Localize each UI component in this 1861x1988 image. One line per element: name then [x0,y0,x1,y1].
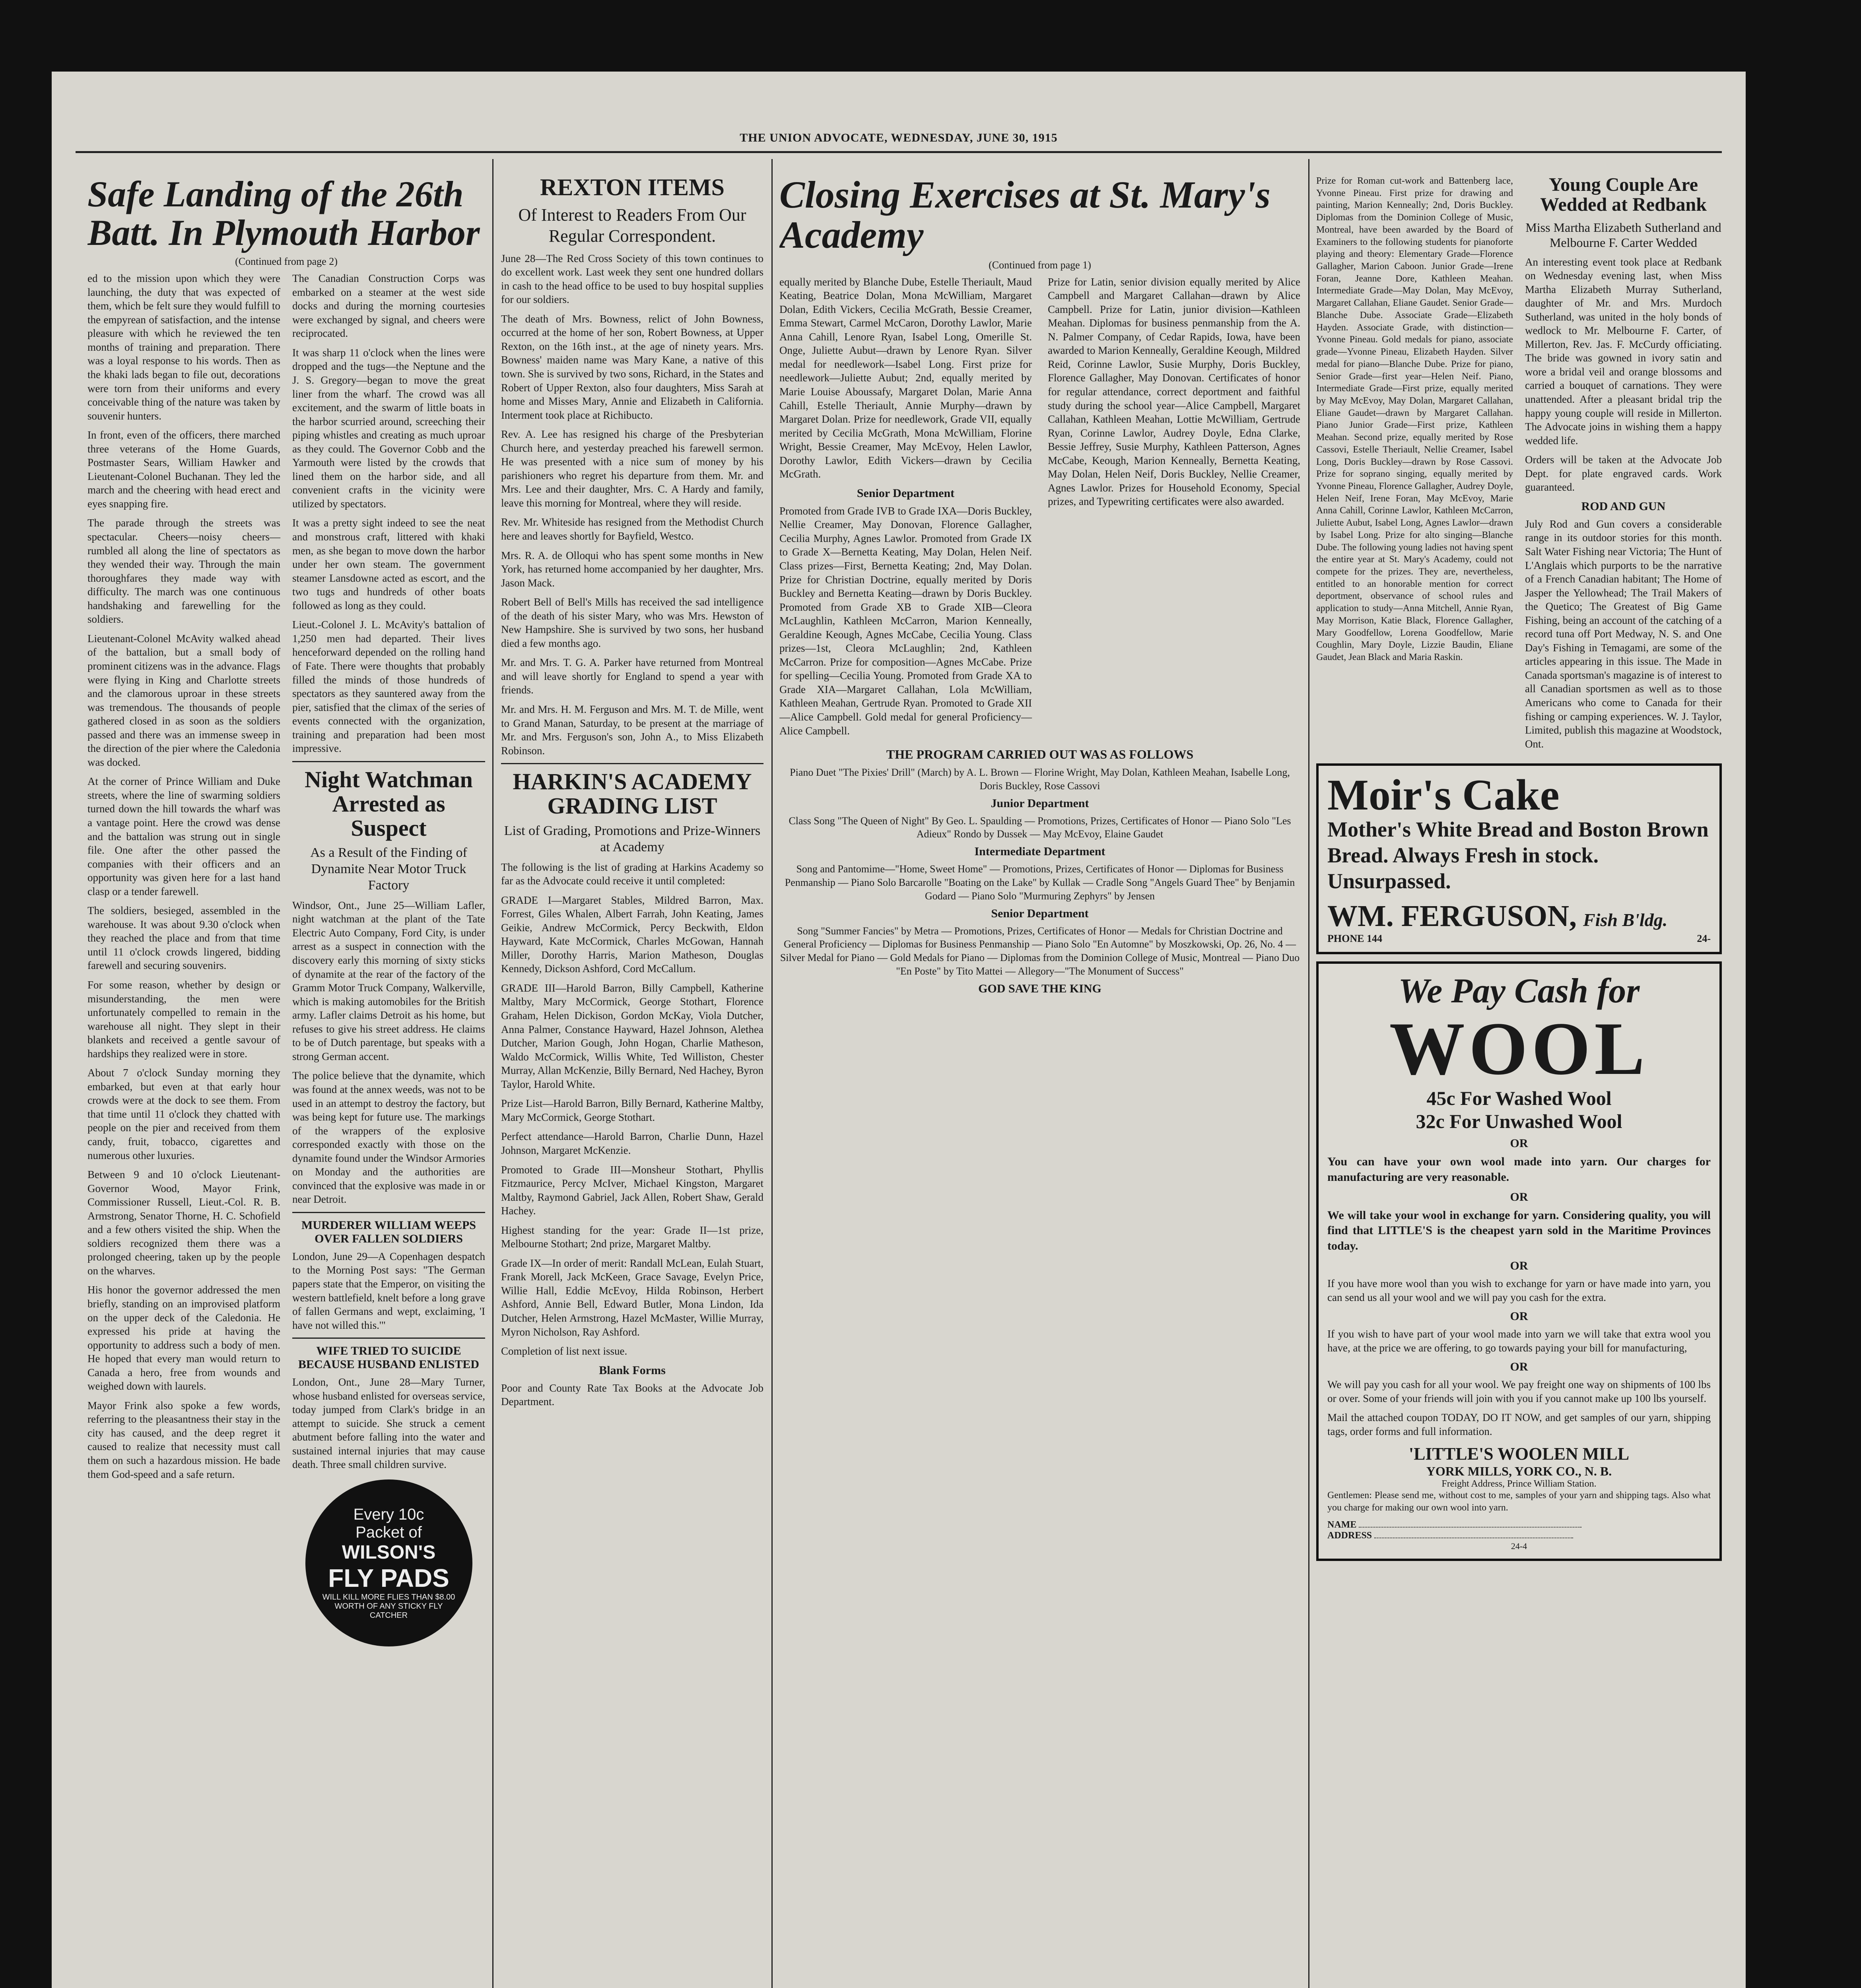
headline-wife-suicide: WIFE TRIED TO SUICIDE BECAUSE HUSBAND ENLISTED [298,1344,480,1371]
coupon-name-label: NAME [1327,1519,1357,1530]
headline-rod-and-gun: ROD AND GUN [1581,499,1666,513]
paragraph: London, June 29—A Copenhagen despatch to the Morning Post says: "The German papers state that the Emperor, on visiting the western battlefield, knelt before a long grave of fallen Germans and wept, exclaiming, 'I have not willed this.'" [292,1250,485,1331]
paragraph: Mr. and Mrs. H. M. Ferguson and Mrs. M. T. de Mille, went to Grand Manan, Saturday, to be present at the marriage of Mr. and Mrs. Ferguson's son, John A., to Miss Elizabeth Robinson. [501,703,763,757]
paragraph: Promoted to Grade III—Monsheur Stothart, Phyllis Fitzmaurice, Percy McIver, Michael Kingston, Margaret Maltby, Raymond Gabriel, Jack Allen, Robert Shaw, Gerald Hachey. [501,1163,763,1217]
paragraph: Mrs. R. A. de Olloqui who has spent some months in New York, has returned home accompanied by her daughter, Mrs. Jason Mack. [501,549,763,589]
or-divider: OR [1510,1137,1528,1150]
program-title: THE PROGRAM CARRIED OUT WAS AS FOLLOWS [886,747,1194,762]
paragraph: The Canadian Construction Corps was embarked on a steamer at the west side docks and during the morning courtesies were exchanged by signal, and cheers were reciprocated. [292,272,485,340]
deck-rexton: Of Interest to Readers From Our Regular Correspondent. [518,205,746,246]
column-rule-3 [1308,159,1309,1988]
paragraph: The following is the list of grading at Harkins Academy so far as the Advocate could receive it until completed: [501,861,763,887]
ad-name: WM. FERGUSON, [1327,899,1577,933]
paragraph: The soldiers, besieged, assembled in the warehouse. It was about 9.30 o'clock when they reached the place and from that time until 11 o'clock crowds lingered, bidding farewell and securing souvenirs. [87,905,280,972]
paragraph: His honor the governor addressed the men briefly, standing on an improvised platform on the upper deck of the Caledonia. He expressed his pride at having the opportunity to address such a body of men. He hoped that every man would return to Canada a hero, free from wounds and weighed down with laurels. [87,1284,280,1392]
deck-harkins: List of Grading, Promotions and Prize-Winners at Academy [504,823,761,854]
moirs-cake-ad [1316,763,1722,954]
paragraph: At the corner of Prince William and Duke streets, where the line of swarming soldiers turned down the hill towards the wharf was a vantage point. Here the crowd was dense and the battalion was strung out in single file. One after the other passed the companies with their officers and an opportunity was given here for a last hand clasp or a tender farewell. [87,775,280,897]
price-unwashed: 32c For Unwashed Wool [1416,1110,1622,1133]
or-divider: OR [1510,1190,1528,1204]
paragraph: Poor and County Rate Tax Books at the Advocate Job Department. [501,1382,763,1408]
continued-note: (Continued from page 2) [235,256,338,268]
headline-night-watchman: Night Watchman Arrested as Suspect [305,766,473,841]
ad-address: Fish B'ldg. [1583,909,1668,930]
wool-ad [1316,961,1722,1561]
top-rule [76,151,1722,153]
ad-code: 24- [1697,933,1711,945]
headline-young-couple: Young Couple Are Wedded at Redbank [1540,175,1707,215]
wedding-column [1525,175,1722,756]
paragraph: Rev. Mr. Whiteside has resigned from the Methodist Church here and leaves shortly for Bayfield, Westco. [501,516,763,542]
paragraph: Completion of list next issue. [501,1345,627,1357]
column-rule-2 [771,159,773,1988]
section-heading: Senior Department [857,486,955,500]
paragraph: equally merited by Blanche Dube, Estelle Theriault, Maud Keating, Beatrice Dolan, Mona McWilliam, Margaret Dolan, Edith Vickers, Cecilia McGrath, Bessie Creamer, Emma Stewart, Carmel McCaron, Dorothy Lawlor, Marie Anna Cahill, Lenore Ryan, Isabel Long, Omerille St. Onge, Juliette Aubut—drawn by Lenore Ryan. Silver medal for needlework—Isabel Long. First prize for needlework—Juliette Aubut; 2nd, equally merited by Marie Louise Aboussafy, Margaret Dolan, Marie Anna Cahill, Estelle Theriault, Annie Murphy—drawn by Margaret Dolan. Prize for needlework, Grade VII, equally merited by Cecilia McGrath, Mona McWilliam, Florine Wright, Bessie Creamer, May McEvoy, Helen Lawlor, Dorothy Lawlor, Edith Vickers—drawn by Cecilia McGrath. [779,276,1032,480]
coupon-name-field[interactable] [1359,1527,1581,1528]
flypads-line: Packet of [355,1523,422,1541]
freight-address: Freight Address, Prince William Station. [1441,1479,1597,1489]
section-heading: Junior Department [991,796,1089,810]
paragraph: GRADE I—Margaret Stables, Mildred Barron, Max. Forrest, Giles Whalen, Albert Farrah, John Keating, James Geikie, Andrew McCormick, Percy Beckwith, Eldon Hayward, Kate McCormick, Charles McGowan, Hannah Miller, Dorothy Harris, Marion Matheson, Douglas Kennedy, Dickson Ashford, Cord McCallum. [501,894,763,975]
paragraph: Robert Bell of Bell's Mills has received the sad intelligence of the death of his sister Mary, who was Mrs. Hewston of New Hampshire. She is survived by two sons, her husband died a few months ago. [501,596,763,649]
ad-code: 24-4 [1511,1541,1527,1551]
paragraph: Between 9 and 10 o'clock Lieutenant-Governor Wood, Mayor Frink, Commissioner Russell, Lieut.-Col. R. B. Armstrong, Senator Thorne, H. C. Schofield and a few others visited the ship. When the soldiers recognized them there was a prolonged cheering, taken up by the people on the wharves. [87,1169,280,1277]
paragraph: Mail the attached coupon TODAY, DO IT NOW, and get samples of our yarn, shipping tags, order forms and full information. [1327,1411,1711,1437]
paragraph: If you have more wool than you wish to exchange for yarn or have made into yarn, you can send us all your wool and we will pay you cash for the extra. [1327,1277,1711,1303]
paragraph: Prize for Latin, senior division equally merited by Alice Campbell and Margaret Callahan—drawn by Alice Campbell. Prize for Latin, junior division—Kathleen Meahan. Diplomas for business penmanship from the A. N. Palmer Company, of Cedar Rapids, Iowa, have been awarded to Marion Kenneally, Geraldine Keough, Mildred Reid, Corinne Lawlor, Susie Murphy, Doris Buckley, Florence Gallagher, May Donovan. Certificates of honor for regular attendance, correct deportment and faithful study during the school year—Alice Campbell, Margaret Callahan, Kathleen Meahan, Lottie McWilliam, Gertrude Ryan, Corinne Lawlor, Audrey Doyle, Edna Clarke, Bessie Jeffrey, Susie Murphy, Kathleen Patterson, Agnes McCabe, Keough, Marion Kenneally, Bernetta Keating, May Dolan, Helen Neif, Doris Buckley, Nellie Creamer, Agnes Lawlor. Prizes for Household Economy, Special prizes, and Typewriting certificates were also awarded. [1048,276,1300,508]
paragraph: The parade through the streets was spectacular. Cheers—noisy cheers—rumbled all along the line of spectators as they wended their way. Through the main thoroughfares they made way with difficulty. The march was one continuous handshaking and farewelling for the soldiers. [87,517,280,625]
paragraph: Windsor, Ont., June 25—William Lafler, night watchman at the plant of the Tate Electric Auto Company, Ford City, is under arrest as a suspect in connection with the discovery early this morning of sixty sticks of dynamite at the rear of the factory of the Gramm Motor Truck Company, Walkerville, which is making automobiles for the British army. Lafler claims Detroit as his home, but refuses to give his street address. He claims to be of Dutch parentage, but speaks with a strong German accent. [292,899,485,1062]
paragraph: It was sharp 11 o'clock when the lines were dropped and the tugs—the Neptune and the J. S. Gregory—began to move the great liner from the wharf. The crowd was all excitement, and the swarm of little boats in the harbor scurried around, screeching their piping whistles and creating as much uproar as they could. The Governor Cobb and the Yarmouth were listed by the crowds that lined them on the harbor side, and all convenient crafts in the vicinity were utilized by spectators. [292,346,485,510]
flypads-line: WILL KILL MORE FLIES THAN $8.00 WORTH OF ANY STICKY FLY CATCHER [322,1592,455,1620]
or-divider: OR [1510,1360,1528,1374]
column-1 [87,175,485,1988]
paragraph: Rev. A. Lee has resigned his charge of the Presbyterian Church here, and yesterday preached his farewell sermon. He was presented with a nice sum of money by his parishioners who regret his departure from them. Mr. and Mrs. Lee and their daughter, Mrs. C. A Hardy and family, leave this morning for Montreal, where they will reside. [501,428,763,509]
paragraph: For some reason, whether by design or misunderstanding, the men were unfortunately compelled to remain in the warehouse all night. They slept in their blankets and received a gentle savour of hardships they realized were in store. [87,978,280,1060]
paragraph: We will pay you cash for all your wool. We pay freight one way on shipments of 100 lbs or over. Some of your friends will join with you if you cannot make up 100 lbs yourself. [1327,1378,1711,1404]
paragraph: Prize for Roman cut-work and Battenberg lace, Yvonne Pineau. First prize for drawing and painting, Marion Kenneally; 2nd, Doris Buckley. Diplomas from the Dominion College of Music, Montreal, have been awarded by the Board of Examiners to the following students for pianoforte playing and theory: Elementary Grade—Florence Gallagher, Marion Caboon. Junior Grade—Irene Foran, Jeanne Dore, Kathleen Meahan. Intermediate Grade—May Dolan, May McEvoy, Margaret Callahan, Eliane Gaudet. Senior Grade—Blanche Dube. Associate Grade—Elizabeth Hayden. Associate Grade, with distinction—Yvonne Pineau. Gold medals for piano, associate grade—Yvonne Pineau, Elizabeth Hayden. Silver medal for piano—Blanche Dube. Prize for piano, Senior Grade—first year—Helen Neif. Piano, Intermediate Grade—First prize, equally merited by May McEvoy, May Dolan, Margaret Callahan, Eliane Gaudet—drawn by Margaret Callahan. Piano Junior Grade—First prize, Kathleen Meahan. Second prize, equally merited by Rose Cassovi, Estelle Theriault, Nellie Creamer, Isabel Long, Doris Buckley—drawn by Rose Cassovi. Prize for soprano singing, equally merited by Yvonne Pineau, Florence Gallagher, Audrey Doyle, Helen Neif, Irene Foran, May McEvoy, Marie Anna Cahill, Corinne Lawlor, Kathleen McCarron, Juliette Aubut, Isabel Long, Agnes Lawlor—drawn by Isabel Long. Prize for alto singing—Blanche Dube. The following young ladies not having spent the entire year at St. Mary's Academy, could not compete for the prizes. They are, nevertheless, entitled to an honorable mention for correct deportment, observance of school rules and application to study—Anna Mitchell, Annie Ryan, May Morrison, Katie Black, Florence Gallagher, Mary Goodfellow, Lorena Goodfellow, Marie Coughlin, Mary Doyle, Lizzie Baudin, Eliane Gaudet, Jean Black and Maria Raskin. [1316,176,1513,663]
paragraph: In front, even of the officers, there marched three veterans of the Home Guards, Postmaster Sears, William Hawker and Lieutenant-Colonel Buchanan. They led the march and the cheering with head erect and eyes snapping fire. [87,429,280,510]
ad-phone: PHONE 144 [1327,933,1382,945]
paragraph: Mayor Frink also spoke a few words, referring to the pleasantness their stay in the city has caused, and the deep regret it caused to realize that necessity must call them on such a hazardous mission. He bade them God-speed and a safe return. [87,1399,280,1480]
god-save-the-king: GOD SAVE THE KING [978,982,1101,995]
or-divider: OR [1510,1310,1528,1323]
paragraph: Lieutenant-Colonel McAvity walked ahead of the battalion, but a small body of prominent citizens was in the advance. Flags were flying in King and Charlotte streets and the clamorous uproar in these streets was tremendous. The thousands of people gathered closed in as soon as the soldiers passed and there was an immense sweep in the direction of the pier where the Caledonia was docked. [87,632,280,768]
deck-night-watchman: As a Result of the Finding of Dynamite Near Motor Truck Factory [310,845,467,893]
program-item: Song and Pantomime—"Home, Sweet Home" — Promotions, Prizes, Certificates of Honor — Diplomas for Business Penmanship — Piano Solo Barcarolle "Boating on the Lake" by Kullak — Cradle Song "Angels Guard Thee" by Benjamin Godard — Piano Solo "Murmuring Zephyrs" by Jensen [785,863,1295,902]
paragraph: Perfect attendance—Harold Barron, Charlie Dunn, Hazel Johnson, Margaret McKenzie. [501,1130,763,1156]
deck-young-couple: Miss Martha Elizabeth Sutherland and Melbourne F. Carter Wedded [1525,220,1721,250]
column-2 [501,175,763,1988]
headline-harkins: HARKIN'S ACADEMY GRADING LIST [513,769,752,819]
coupon-text: Gentlemen: Please send me, without cost to me, samples of your yarn and shipping tags. Also what you charge for making our own wool into yarn. [1327,1490,1711,1513]
flypads-title: FLY PADS [328,1563,449,1592]
closing-left [779,275,1032,744]
paragraph: Promoted from Grade IVB to Grade IXA—Doris Buckley, Nellie Creamer, May Donovan, Florence Gallagher, Cecilia Murphy, Agnes Lawlor. Promoted from Grade IX to Grade X—Bernetta Keating, May Dolan, Helen Neif. Class prizes—First, Bernetta Keating; 2nd, May Dolan. Prize for Christian Doctrine, equally merited by Doris Buckley and Bernetta Keating—drawn by Doris Buckley. Promoted from Grade XB to Grade XIB—Cleora McLaughlin, Kathleen McCarron, Marion Kenneally, Geraldine Keough, Agnes McCabe, Cecilia Young. Class prizes—1st, Cleora McLaughlin; 2nd, Kathleen McCarron. Prize for composition—Agnes McCabe. Prize for spelling—Cecilia Young. Promoted from Grade XA to Grade XIA—Margaret Callahan, Lola McWilliam, Kathleen Meahan, Gertrude Ryan. Promoted to Grade XII—Alice Campbell. Gold medal for general Proficiency—Alice Campbell. [779,505,1032,737]
story-26th-right [292,272,485,1654]
flypads-ad [305,1479,472,1646]
mill-name: 'LITTLE'S WOOLEN MILL [1408,1444,1630,1464]
closing-right [1048,275,1300,744]
continued-note: (Continued from page 1) [989,259,1091,271]
mill-address: YORK MILLS, YORK CO., N. B. [1426,1464,1612,1479]
ad-title: Moir's Cake [1327,771,1560,819]
paragraph: It was a pretty sight indeed to see the neat and monstrous craft, littered with khaki men, as she began to move down the harbor under her own steam. The government steamer Lansdowne acted as escort, and the two tugs and hundreds of other boats followed as long as they could. [292,517,485,612]
paragraph: ed to the mission upon which they were launching, the duty that was expected of them, which be felt sure they would fulfill to the empyrean of satisfaction, and the intense pleasure with which he reviewed the ten months of training and preparation. There was a loyal response to his words. Then as the khaki lads began to file out, decorations were torn from their uniforms and every conceivable thing of the nature was taken by souvenir hunters. [87,272,280,422]
or-divider: OR [1510,1259,1528,1273]
paragraph: The death of Mrs. Bowness, relict of John Bowness, occurred at the home of her son, Robert Bowness, at Upper Rexton, on the 16th inst., at the age of ninety years. Mrs. Bowness' maiden name was Mary Kane, a native of this town. She is survived by two sons, Richard, in the States and Robert of Upper Rexton, also four daughters, Miss Sarah at home and Misses Mary, Annie and Elizabeth in California. Interment took place at Richibucto. [501,313,763,421]
column-rule-1 [492,159,493,1988]
paragraph: If you wish to have part of your wool made into yarn we will take that extra wool you have, at the price we are offering, to go towards paying your bill for manufacturing, [1327,1328,1711,1354]
ad-title: WOOL [1389,1007,1649,1091]
ad-heading: We Pay Cash for [1398,972,1640,1011]
headline-rexton: REXTON ITEMS [540,175,725,200]
paragraph: The police believe that the dynamite, which was found at the annex weeds, was not to be used in an attempt to destroy the factory, but was being kept for future use. The markings of the wrappers of the explosive corresponded exactly with those on the dynamite found under the Windsor Armories on Monday and the authorities are convinced that the explosive was made in or near Detroit. [292,1070,485,1206]
headline-closing-exercises: Closing Exercises at St. Mary's Academy [779,175,1270,256]
paragraph: About 7 o'clock Sunday morning they embarked, but even at that early hour crowds were at the dock to see them. From that time until 11 o'clock they chatted with people on the pier and received from them candy, fruit, tobacco, cigarettes and numerous other luxuries. [87,1067,280,1161]
section-heading: Intermediate Department [974,845,1105,858]
headline-murderer-william: MURDERER WILLIAM WEEPS OVER FALLEN SOLDIERS [301,1218,476,1245]
headline-26th-batt: Safe Landing of the 26th Batt. In Plymouth Harbor [87,175,480,253]
coupon-address-label: ADDRESS [1327,1530,1372,1541]
paragraph: London, Ont., June 28—Mary Turner, whose husband enlisted for overseas service, today jumped from Clark's bridge in an attempt to suicide. She struck a cement abutment before falling into the water and sustained internal injuries that may cause death. Three small children survive. [292,1376,485,1471]
flypads-line: Every 10c [353,1505,424,1523]
paragraph: Orders will be taken at the Advocate Job Dept. for plate engraved cards. Work guaranteed. [1525,454,1722,493]
newspaper-page [52,72,1746,1988]
paragraph: You can have your own wool made into yarn. Our charges for manufacturing are very reasonable. [1327,1155,1711,1184]
program-item: Piano Duet "The Pixies' Drill" (March) by A. L. Brown — Florine Wright, May Dolan, Kathleen Meahan, Isabelle Long, Doris Buckley, Rose Cassovi [790,767,1290,792]
masthead: THE UNION ADVOCATE, WEDNESDAY, JUNE 30, 1915 [740,131,1058,144]
column-3 [779,175,1300,1988]
paragraph: An interesting event took place at Redbank on Wednesday evening last, when Miss Martha Elizabeth Murray Sutherland, daughter of Mr. and Mrs. Murdoch Sutherland, was united in the holy bonds of wedlock to Mr. Melbourne F. Carter, of Millerton, Rev. Jas. F. McCurdy officiating. The bride was gowned in ivory satin and wore a bridal veil and orange blossoms and carried a bouquet of carnations. They were unattended. After a pleasant bridal trip the happy young couple will reside in Millerton. The Advocate joins in wishing them a happy wedded life. [1525,256,1722,447]
paragraph: July Rod and Gun covers a considerable range in its outdoor stories for this month. Salt Water Fishing near Victoria; The Hunt of L'Anglais which purports to be the narrative of a French Canadian habitant; The Home of Jasper the Yellowhead; The Trail Makers of the Quetico; The Greatest of Big Game Fishing, being an account of the catching of a record tuna off Port Medway, N. S. and One Day's Fishing in Temagami, are some of the articles appearing in this issue. The Made in Canada sportsman's magazine is of interest to all Canadian sportsmen as well as to those Americans who come to Canada for their fishing or camping experiences. W. J. Taylor, Limited, publish this magazine at Woodstock, Ont. [1525,518,1722,750]
program-item: Class Song "The Queen of Night" By Geo. L. Spaulding — Promotions, Prizes, Certificates of Honor — Piano Solo "Les Adieux" Rondo by Dussek — May McEvoy, Elaine Gaudet [789,815,1291,840]
story-26th-left [87,272,280,1654]
headline-blank-forms: Blank Forms [599,1363,666,1377]
paragraph: We will take your wool in exchange for yarn. Considering quality, you will find that LITTLE'S is the cheapest yarn sold in the Maritime Provinces today. [1327,1208,1711,1252]
column-4 [1316,175,1722,1988]
program-item: Song "Summer Fancies" by Metra — Promotions, Prizes, Certificates of Honor — Medals for Christian Doctrine and General Proficiency — Diplomas for Business Penmanship — Piano Solo "En Automne" by Moszkowski, Op. 26, No. 4 — Silver Medal for Piano — Gold Medals for Piano — Diplomas from the Dominion College of Music, Montreal — Piano Duo "En Poste" by Tito Mattei — Allegory—"The Monument of Success" [780,925,1300,977]
paragraph: Prize List—Harold Barron, Billy Bernard, Katherine Maltby, Mary McCormick, George Stothart. [501,1097,763,1123]
ad-text: Mother's White Bread and Boston Brown Bread. Always Fresh in stock. Unsurpassed. [1327,817,1709,893]
paragraph: Mr. and Mrs. T. G. A. Parker have returned from Montreal and will leave shortly for England to spend a year with friends. [501,656,763,696]
paragraph: Grade IX—In order of merit: Randall McLean, Eulah Stuart, Frank Morell, Jack McKeen, Grace Savage, Evelyn Price, Willie Hall, Eddie McEvoy, Hilda Robinson, Herbert Ashford, Annie Bell, Edward Butler, Mona Lindon, Ida Dutcher, Helen Armstrong, Hazel McMaster, Willie Murray, Myron Nicholson, Ray Ashford. [501,1257,763,1338]
prizes-continued [1316,175,1513,756]
paragraph: GRADE III—Harold Barron, Billy Campbell, Katherine Maltby, Mary McCormick, George Stothart, Florence Graham, Helen Dickison, Gordon McKay, Viola Dutcher, Anna Palmer, Constance Hayward, Hazel Johnson, Alethea Dutcher, Marion Gough, John Hogan, Charlie Matheson, Waldo McCormick, Willis White, Ted Williston, Chester Murray, Allan McKenzie, Billy Bernard, Ned Hachey, Byron Taylor, Harold White. [501,982,763,1090]
paragraph: Lieut.-Colonel J. L. McAvity's battalion of 1,250 men had departed. Their lives henceforward depended on the rolling hand of Fate. There were thoughts that probably filled the minds of those hundreds of spectators as they sauntered away from the pier, satisfied that the climax of the series of events connected with the organization, training and preparation had been most impressive. [292,619,485,755]
paragraph: Highest standing for the year: Grade II—1st prize, Melbourne Stothart; 2nd prize, Margaret Maltby. [501,1224,763,1250]
section-heading: Senior Department [991,907,1089,920]
paragraph: June 28—The Red Cross Society of this town continues to do excellent work. Last week they sent one hundred dollars in cash to the head office to be used to buy hospital supplies for our soldiers. [501,252,763,306]
flypads-line: WILSON'S [342,1541,436,1563]
price-washed: 45c For Washed Wool [1426,1087,1612,1110]
